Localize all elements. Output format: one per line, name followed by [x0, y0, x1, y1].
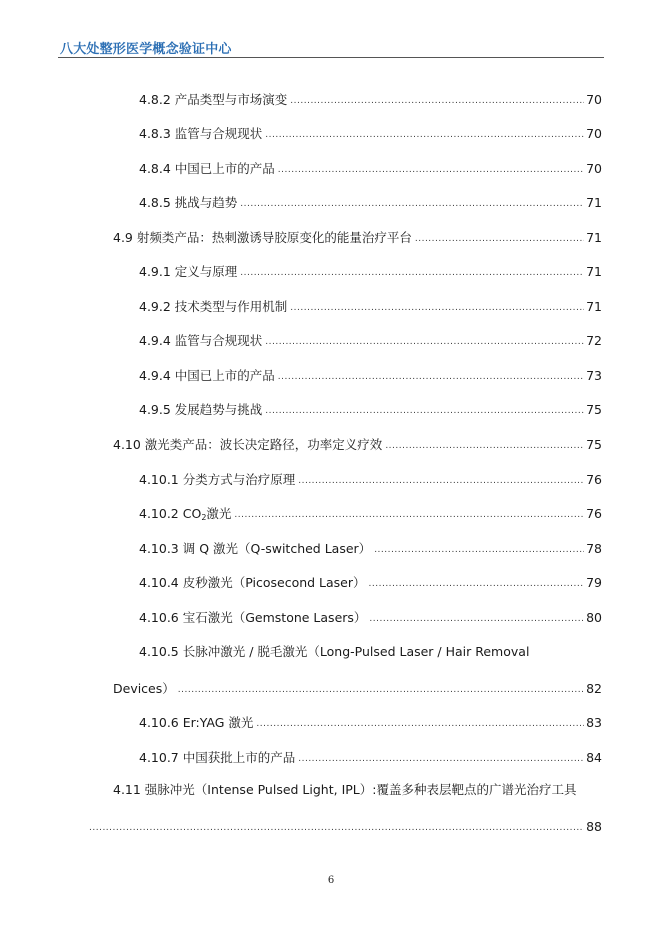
page-number: 6 — [327, 875, 335, 886]
toc-entry-page: 72 — [586, 333, 602, 348]
toc-entry-page: 76 — [586, 506, 602, 521]
toc-entry[interactable] — [139, 329, 602, 349]
toc-entry[interactable] — [86, 815, 602, 835]
toc-entry-page: 84 — [586, 750, 602, 765]
toc-entry[interactable] — [139, 711, 602, 731]
toc-entry-label: 4.8.5 挑战与趋势 — [139, 195, 238, 210]
toc-entry-label-line1[interactable]: 4.10.5 长脉冲激光 / 脱毛激光（Long-Pulsed Laser / Hair Removal — [139, 644, 530, 659]
toc-entry-label: 4.9.1 定义与原理 — [139, 264, 238, 279]
toc-entry-page: 71 — [586, 299, 602, 314]
toc-entry-label: 4.10.7 中国获批上市的产品 — [139, 750, 296, 765]
dot-leader — [385, 442, 584, 451]
dot-leader — [234, 511, 584, 520]
toc-entry-page: 71 — [586, 264, 602, 279]
dot-leader — [178, 686, 584, 695]
dot-leader — [374, 546, 584, 555]
dot-leader — [415, 235, 584, 244]
toc-entry[interactable] — [139, 260, 602, 280]
toc-entry-page: 83 — [586, 715, 602, 730]
document-header-title: 八大处整形医学概念验证中心 — [60, 42, 232, 57]
dot-leader — [240, 269, 584, 278]
dot-leader — [298, 477, 584, 486]
toc-entry-label: 4.10.1 分类方式与治疗原理 — [139, 472, 296, 487]
dot-leader — [369, 615, 584, 624]
dot-leader — [290, 304, 584, 313]
toc-entry-page: 79 — [586, 575, 602, 590]
toc-entry[interactable] — [113, 226, 602, 246]
toc-entry-label: 4.10.6 Er:YAG 激光 — [139, 715, 254, 730]
dot-leader — [240, 200, 584, 209]
toc-entry-page: 75 — [586, 437, 602, 452]
toc-entry-label — [139, 506, 231, 522]
toc-entry-label: 4.10.3 调 Q 激光（Q-switched Laser） — [139, 541, 372, 556]
dot-leader — [278, 166, 584, 175]
dot-leader — [278, 373, 584, 382]
toc-entry[interactable] — [113, 677, 602, 697]
toc-entry[interactable] — [139, 746, 602, 766]
toc-entry-label: 4.8.4 中国已上市的产品 — [139, 161, 275, 176]
dot-leader — [265, 131, 584, 140]
toc-entry-label: 4.9.2 技术类型与作用机制 — [139, 299, 288, 314]
toc-entry[interactable] — [139, 571, 602, 591]
dot-leader — [265, 338, 584, 347]
toc-entry-label-prefix: 4.10.2 CO — [139, 506, 202, 521]
toc-entry[interactable] — [139, 468, 602, 488]
dot-leader — [369, 580, 585, 589]
toc-entry-label: 4.9 射频类产品：热刺激诱导胶原变化的能量治疗平台 — [113, 230, 412, 245]
toc-entry-page: 70 — [586, 92, 602, 107]
toc-entry-label-line2: Devices） — [113, 681, 175, 696]
header-divider — [58, 57, 604, 58]
toc-entry-label: 4.10.6 宝石激光（Gemstone Lasers） — [139, 610, 367, 625]
toc-entry-page: 76 — [586, 472, 602, 487]
toc-entry[interactable] — [139, 122, 602, 142]
toc-entry-label: 4.9.4 中国已上市的产品 — [139, 368, 275, 383]
toc-entry[interactable] — [139, 537, 602, 557]
toc-entry-label: 4.9.4 监管与合规现状 — [139, 333, 263, 348]
toc-entry-page: 70 — [586, 126, 602, 141]
toc-entry-label: 4.8.2 产品类型与市场演变 — [139, 92, 288, 107]
toc-entry-page: 80 — [586, 610, 602, 625]
toc-entry-label: 4.10.4 皮秒激光（Picosecond Laser） — [139, 575, 366, 590]
toc-entry-page: 75 — [586, 402, 602, 417]
toc-entry[interactable] — [139, 364, 602, 384]
toc-entry-label-suffix: 激光 — [206, 506, 232, 521]
toc-entry-label: 4.8.3 监管与合规现状 — [139, 126, 263, 141]
toc-entry[interactable] — [139, 88, 602, 108]
toc-entry[interactable] — [139, 191, 602, 211]
toc-entry-page: 70 — [586, 161, 602, 176]
toc-entry[interactable] — [139, 502, 602, 522]
toc-entry[interactable] — [139, 398, 602, 418]
toc-entry-label-line1[interactable]: 4.11 强脉冲光（Intense Pulsed Light, IPL）:覆盖多种表层靶点的广谱光治疗工具 — [113, 782, 577, 797]
toc-entry[interactable] — [139, 157, 602, 177]
toc-entry[interactable] — [139, 295, 602, 315]
dot-leader — [265, 407, 584, 416]
toc-entry-page: 78 — [586, 541, 602, 556]
toc-entry[interactable] — [113, 433, 602, 453]
dot-leader — [89, 824, 584, 833]
toc-entry-page: 73 — [586, 368, 602, 383]
subscript-2: 2 — [201, 513, 207, 522]
dot-leader — [298, 755, 584, 764]
toc-entry[interactable] — [139, 606, 602, 626]
dot-leader — [256, 720, 584, 729]
toc-entry-page: 71 — [586, 195, 602, 210]
toc-entry-page: 88 — [586, 819, 602, 834]
toc-entry-label: 4.9.5 发展趋势与挑战 — [139, 402, 263, 417]
toc-entry-page: 82 — [586, 681, 602, 696]
toc-entry-label: 4.10 激光类产品：波长决定路径，功率定义疗效 — [113, 437, 383, 452]
dot-leader — [290, 97, 584, 106]
toc-entry-page: 71 — [586, 230, 602, 245]
